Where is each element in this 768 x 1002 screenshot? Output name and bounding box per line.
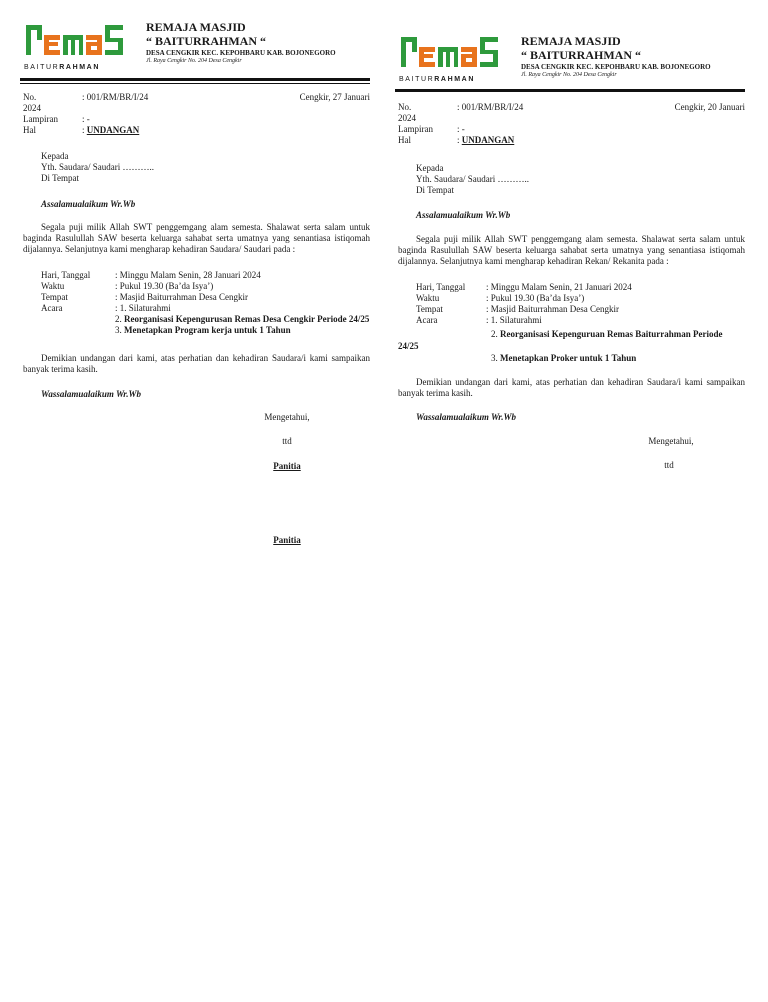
opening-paragraph: Segala puji milik Allah SWT penggemgang alam semesta. Shalawat serta salam untuk baginda Rasulullah SAW beserta keluarga sahabat serta umatnya yang senantiasa istiqomah dijalannya. Selanjutnya kami mengharap kehadiran Saudara/ Saudari pada :: [23, 222, 370, 254]
kepada: Kepada: [416, 163, 444, 173]
org-name-line1: REMAJA MASJID: [521, 34, 621, 48]
logo-caption: BAITURRAHMAN: [399, 76, 475, 83]
acara-item-1: : 1. Silaturahmi: [486, 315, 542, 325]
lampiran-value: : -: [82, 114, 90, 124]
acara-item-2: 2. Reorganisasi Kepenguruan Remas Baiturrahman Periode: [491, 329, 723, 339]
org-address: DESA CENGKIR KEC. KEPOHBARU KAB. BOJONEGORO: [146, 49, 336, 57]
kepada: Kepada: [41, 151, 69, 161]
waktu-label: Waktu: [416, 293, 440, 303]
mengetahui: Mengetahui,: [648, 436, 694, 446]
letterhead-rule-thin: [20, 83, 370, 84]
org-name-line2: “ BAITURRAHMAN “: [521, 48, 641, 62]
acara-item-3: 3. Menetapkan Program kerja untuk 1 Tahun: [115, 325, 291, 335]
recipient-block: [41, 151, 154, 184]
logo-caption: BAITURRAHMAN: [24, 64, 100, 71]
waktu-value: : Pukul 19.30 (Ba’da Isya’): [486, 293, 585, 303]
signatory-panitia: Panitia: [273, 461, 301, 471]
org-street: Jl. Raya Cengkir No. 204 Desa Cengkir: [146, 58, 242, 64]
acara-item-2: 2. Reorganisasi Kepengurusan Remas Desa Cengkir Periode 24/25: [115, 314, 370, 324]
no-value: : 001/RM/BR/I/24: [82, 92, 149, 102]
lampiran-label: Lampiran: [23, 114, 58, 124]
closing-salam: Wassalamualaikum Wr.Wb: [416, 412, 517, 422]
letterhead: [521, 34, 711, 79]
recipient-name: Yth. Saudara/ Saudari ………..: [41, 162, 154, 172]
opening-salam: Assalamualaikum Wr.Wb: [416, 210, 511, 220]
tempat-value: : Masjid Baiturrahman Desa Cengkir: [486, 304, 619, 314]
waktu-value: : Pukul 19.30 (Ba’da Isya’): [115, 281, 214, 291]
tempat-label: Tempat: [416, 304, 443, 314]
no-label: No.: [398, 102, 412, 112]
remas-logo-mark: [24, 22, 126, 60]
remas-logo-mark: [399, 34, 501, 72]
acara-label: Acara: [416, 315, 438, 325]
letter-meta: [398, 102, 745, 146]
recipient-name: Yth. Saudara/ Saudari ………..: [416, 174, 529, 184]
hal-colon: :: [457, 135, 462, 145]
hari-label: Hari, Tanggal: [416, 282, 466, 292]
waktu-label: Waktu: [41, 281, 65, 291]
remas-logo: [24, 22, 126, 74]
closing-paragraph: Demikian undangan dari kami, atas perhatian dan kehadiran Saudara/i kami sampaikan banyak terima kasih.: [23, 353, 370, 374]
recipient-place: Di Tempat: [416, 185, 454, 195]
letterhead-rule-thick: [395, 89, 745, 92]
recipient-block: [416, 163, 529, 196]
event-details: [416, 282, 745, 326]
signature-ttd: ttd: [282, 436, 292, 446]
tempat-label: Tempat: [41, 292, 68, 302]
recipient-place: Di Tempat: [41, 173, 79, 183]
lampiran-value: : -: [457, 124, 465, 134]
letter-date: Cengkir, 27 Januari: [299, 92, 370, 102]
acara-item-1: : 1. Silaturahmi: [115, 303, 171, 313]
lampiran-label: Lampiran: [398, 124, 433, 134]
acara-label: Acara: [41, 303, 63, 313]
letter-meta: [23, 92, 370, 136]
letter-year: 2024: [23, 103, 41, 113]
hari-label: Hari, Tanggal: [41, 270, 91, 280]
org-address: DESA CENGKIR KEC. KEPOHBARU KAB. BOJONEGORO: [521, 63, 711, 71]
hal-value: UNDANGAN: [86, 125, 140, 135]
mengetahui: Mengetahui,: [264, 412, 310, 422]
hal-value: UNDANGAN: [461, 135, 515, 145]
remas-logo: [399, 34, 501, 86]
closing-salam: Wassalamualaikum Wr.Wb: [41, 389, 142, 399]
org-name-line2: “ BAITURRAHMAN “: [146, 34, 266, 48]
hal-label: Hal: [23, 125, 36, 135]
hari-value: : Minggu Malam Senin, 21 Januari 2024: [486, 282, 632, 292]
event-details: [41, 270, 370, 336]
org-street: Jl. Raya Cengkir No. 204 Desa Cengkir: [521, 72, 617, 78]
opening-salam: Assalamualaikum Wr.Wb: [41, 199, 136, 209]
no-label: No.: [23, 92, 37, 102]
opening-paragraph: Segala puji milik Allah SWT penggemgang alam semesta. Shalawat serta salam untuk baginda Rasulullah SAW beserta keluarga sahabat serta umatnya yang senantiasa istiqomah dijalannya. Selanjutnya kami mengharap kehadiran Rekan/ Rekanita pada :: [398, 234, 745, 266]
letter-date: Cengkir, 20 Januari: [674, 102, 745, 112]
tempat-value: : Masjid Baiturrahman Desa Cengkir: [115, 292, 248, 302]
hal-colon: :: [82, 125, 87, 135]
closing-paragraph: Demikian undangan dari kami, atas perhatian dan kehadiran Saudara/i kami sampaikan banyak terima kasih.: [398, 377, 745, 398]
acara-item-2-cont: 24/25: [398, 341, 419, 351]
hari-value: : Minggu Malam Senin, 28 Januari 2024: [115, 270, 261, 280]
no-value: : 001/RM/BR/I/24: [457, 102, 524, 112]
letter-year: 2024: [398, 113, 416, 123]
letterhead: [146, 20, 336, 65]
signatory-panitia-2: Panitia: [273, 535, 301, 545]
org-name-line1: REMAJA MASJID: [146, 20, 246, 34]
acara-item-3: 3. Menetapkan Proker untuk 1 Tahun: [491, 353, 637, 363]
hal-label: Hal: [398, 135, 411, 145]
signature-ttd: ttd: [664, 460, 674, 470]
letterhead-rule-thick: [20, 78, 370, 81]
